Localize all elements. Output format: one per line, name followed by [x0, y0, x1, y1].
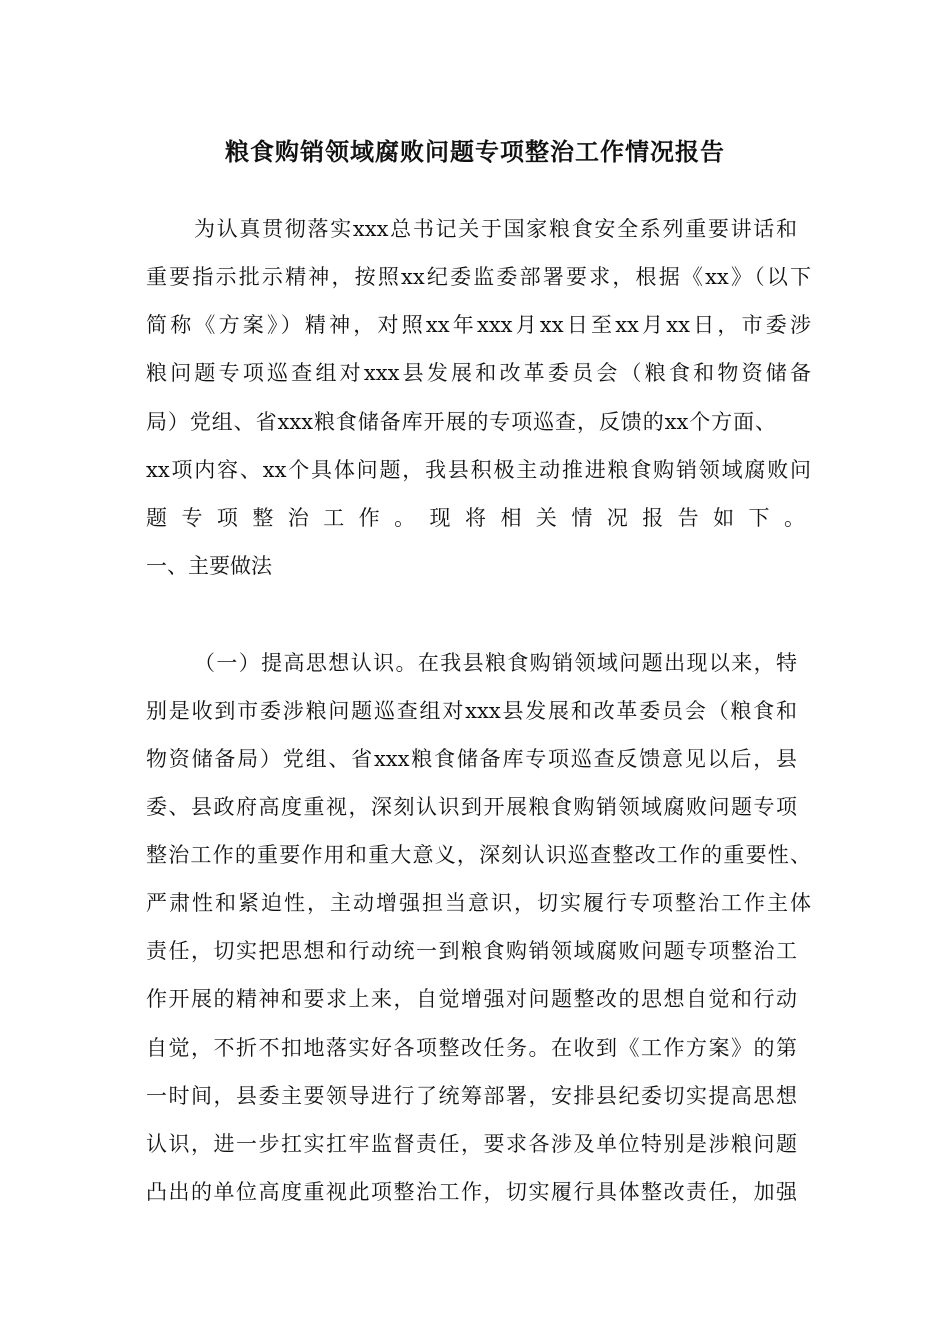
paragraph-line: 物资储备局）党组、省xxx粮食储备库专项巡查反馈意见以后，县 — [146, 747, 797, 771]
paragraph-line: 题专项整治工作。现将相关情况报告如下。 — [146, 506, 805, 530]
paragraph-line: 一时间，县委主要领导进行了统筹部署，安排县纪委切实提高思想 — [146, 1084, 797, 1108]
paragraph-line: 严肃性和紧迫性，主动增强担当意识，切实履行专项整治工作主体 — [146, 891, 811, 915]
paragraph-line: 认识，进一步扛实扛牢监督责任，要求各涉及单位特别是涉粮问题 — [146, 1132, 797, 1156]
paragraph-line: 局）党组、省xxx粮食储备库开展的专项巡查，反馈的xx个方面、 — [146, 410, 776, 434]
paragraph-line: 简称《方案》）精神，对照xx年xxx月xx日至xx月xx日，市委涉 — [146, 313, 811, 337]
paragraph-line: 粮问题专项巡查组对xxx县发展和改革委员会（粮食和物资储备 — [146, 361, 811, 385]
paragraph-line: 别是收到市委涉粮问题巡查组对xxx县发展和改革委员会（粮食和 — [146, 699, 797, 723]
document-title: 粮食购销领域腐败问题专项整治工作情况报告 — [225, 137, 725, 166]
paragraph-line: （一）提高思想认识。在我县粮食购销领域问题出现以来，特 — [194, 651, 797, 675]
paragraph-line: 责任，切实把思想和行动统一到粮食购销领域腐败问题专项整治工 — [146, 939, 797, 963]
paragraph-line: xx项内容、xx个具体问题，我县积极主动推进粮食购销领域腐败问 — [146, 458, 811, 482]
paragraph-line: 整治工作的重要作用和重大意义，深刻认识巡查整改工作的重要性、 — [146, 843, 811, 867]
paragraph-line: 为认真贯彻落实xxx总书记关于国家粮食安全系列重要讲话和 — [194, 217, 797, 241]
paragraph-line: 凸出的单位高度重视此项整治工作，切实履行具体整改责任，加强 — [146, 1180, 797, 1204]
paragraph-line: 委、县政府高度重视，深刻认识到开展粮食购销领域腐败问题专项 — [146, 795, 797, 819]
paragraph-line: 一、主要做法 — [146, 554, 272, 578]
paragraph-line: 重要指示批示精神，按照xx纪委监委部署要求，根据《xx》（以下 — [146, 265, 811, 289]
paragraph-line: 作开展的精神和要求上来，自觉增强对问题整改的思想自觉和行动 — [146, 987, 797, 1011]
paragraph-line: 自觉，不折不扣地落实好各项整改任务。在收到《工作方案》的第 — [146, 1036, 797, 1060]
